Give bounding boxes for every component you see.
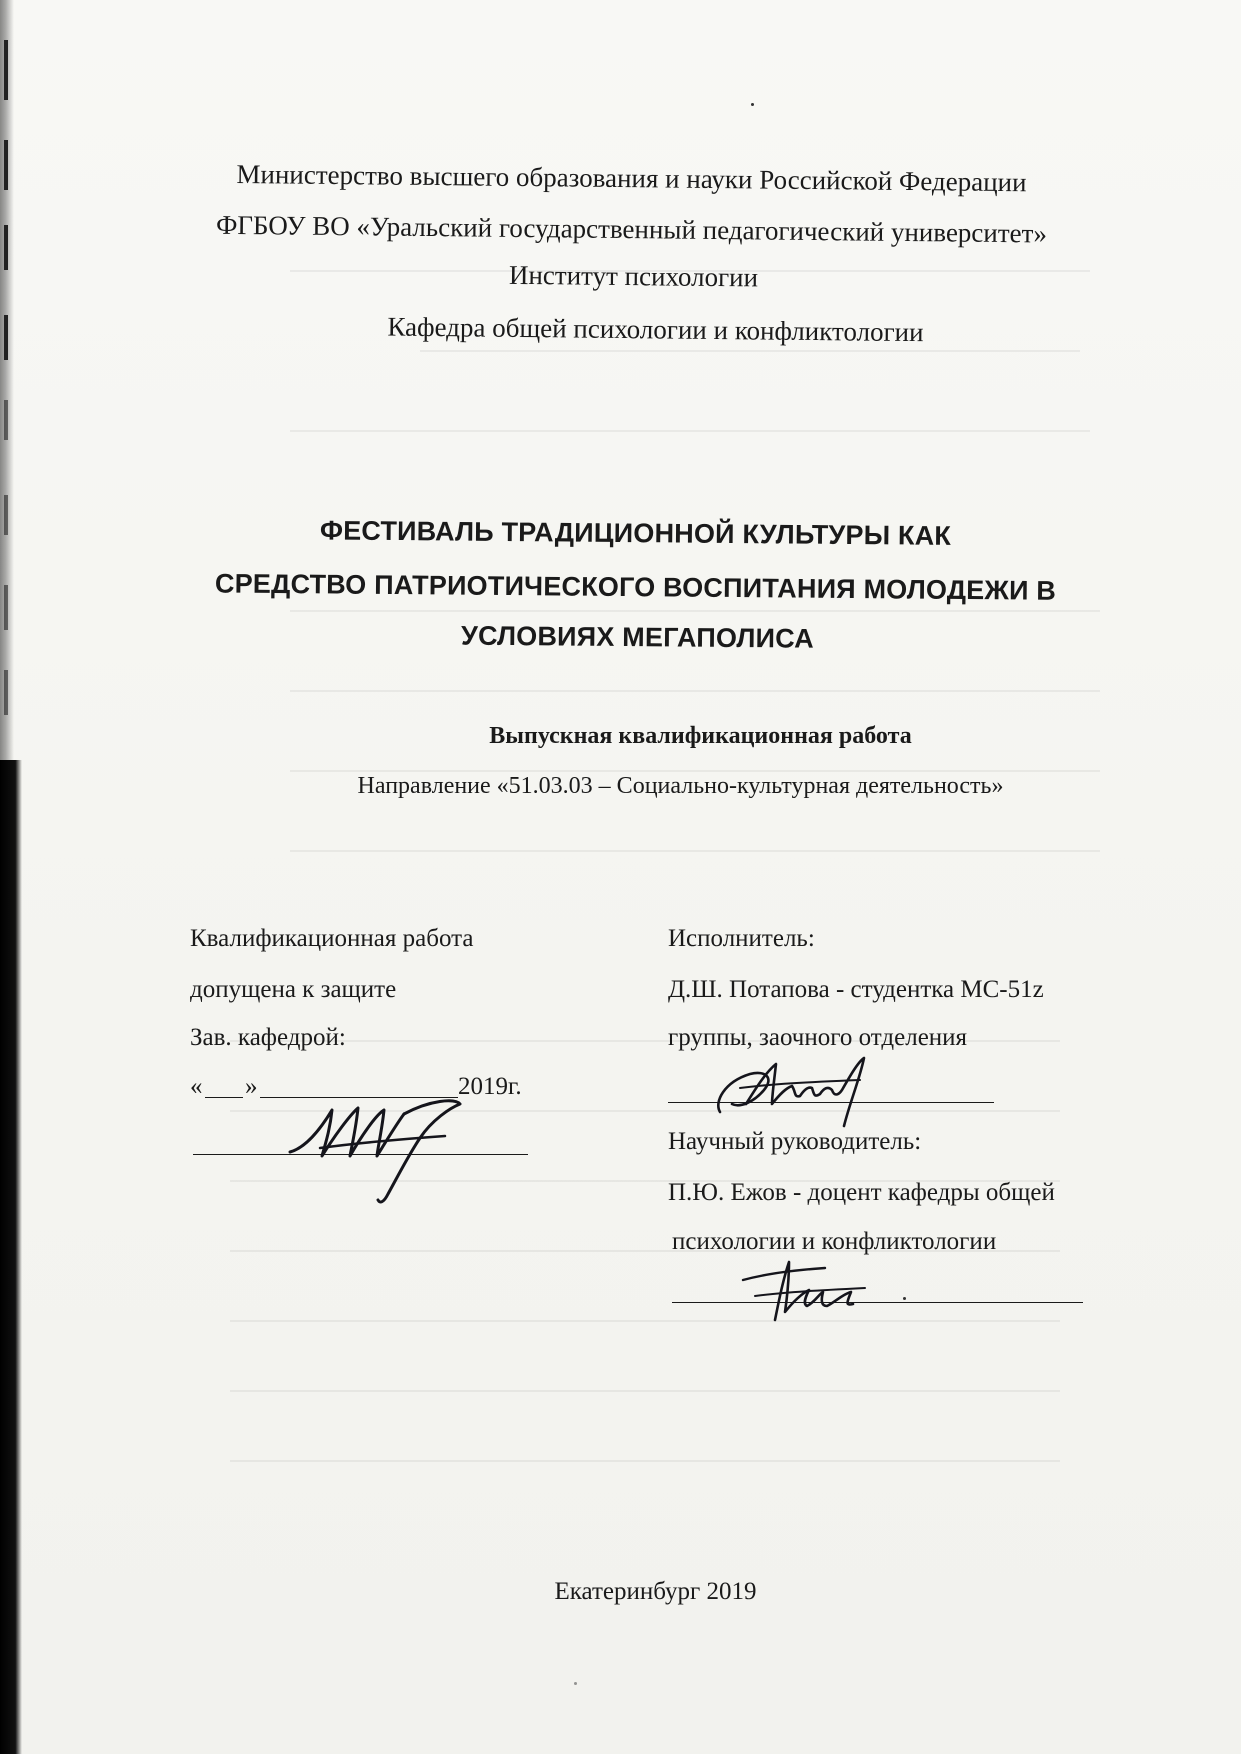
admission-line-2: допущена к защите bbox=[190, 976, 397, 1003]
date-day-blank bbox=[205, 1097, 243, 1098]
thesis-title-line-3: УСЛОВИЯХ МЕГАПОЛИСА bbox=[460, 620, 815, 654]
institute-name: Институт психологии bbox=[508, 259, 759, 293]
city-year: Екатеринбург 2019 bbox=[554, 1578, 757, 1605]
executor-name: Д.Ш. Потапова - студентка МС-51z bbox=[668, 976, 1044, 1003]
supervisor-signature bbox=[735, 1250, 885, 1330]
binding-mark bbox=[4, 40, 8, 100]
study-direction: Направление «51.03.03 – Социально-культурная деятельность» bbox=[357, 773, 1004, 799]
supervisor-label: Научный руководитель: bbox=[668, 1128, 922, 1155]
head-of-department-label: Зав. кафедрой: bbox=[190, 1024, 346, 1051]
executor-group: группы, заочного отделения bbox=[668, 1024, 968, 1051]
department-name: Кафедра общей психологии и конфликтологии bbox=[387, 311, 924, 348]
supervisor-department: психологии и конфликтологии bbox=[672, 1228, 997, 1255]
binding-mark bbox=[4, 670, 8, 715]
binding-mark bbox=[4, 400, 8, 440]
scan-dot bbox=[903, 1297, 906, 1300]
work-type: Выпускная квалификационная работа bbox=[489, 723, 912, 749]
executor-label: Исполнитель: bbox=[668, 925, 815, 952]
executor-signature bbox=[710, 1052, 890, 1132]
admission-line-1: Квалификационная работа bbox=[190, 925, 474, 952]
ministry-name: Министерство высшего образования и науки Российской Федерации bbox=[236, 158, 1027, 198]
date-year: 2019г. bbox=[458, 1073, 522, 1100]
date-open-quote: « bbox=[190, 1073, 203, 1100]
scan-dot bbox=[751, 103, 754, 106]
head-of-department-signature bbox=[280, 1090, 480, 1210]
supervisor-name: П.Ю. Ежов - доцент кафедры общей bbox=[668, 1179, 1055, 1206]
university-name: ФГБОУ ВО «Уральский государственный педагогический университет» bbox=[215, 209, 1048, 249]
thesis-title-line-1: ФЕСТИВАЛЬ ТРАДИЦИОННОЙ КУЛЬТУРЫ КАК bbox=[319, 515, 952, 551]
scan-dot bbox=[574, 1682, 577, 1685]
date-close-quote: » bbox=[245, 1073, 258, 1100]
thesis-title-line-2: СРЕДСТВО ПАТРИОТИЧЕСКОГО ВОСПИТАНИЯ МОЛОДЕЖИ В bbox=[214, 568, 1057, 606]
